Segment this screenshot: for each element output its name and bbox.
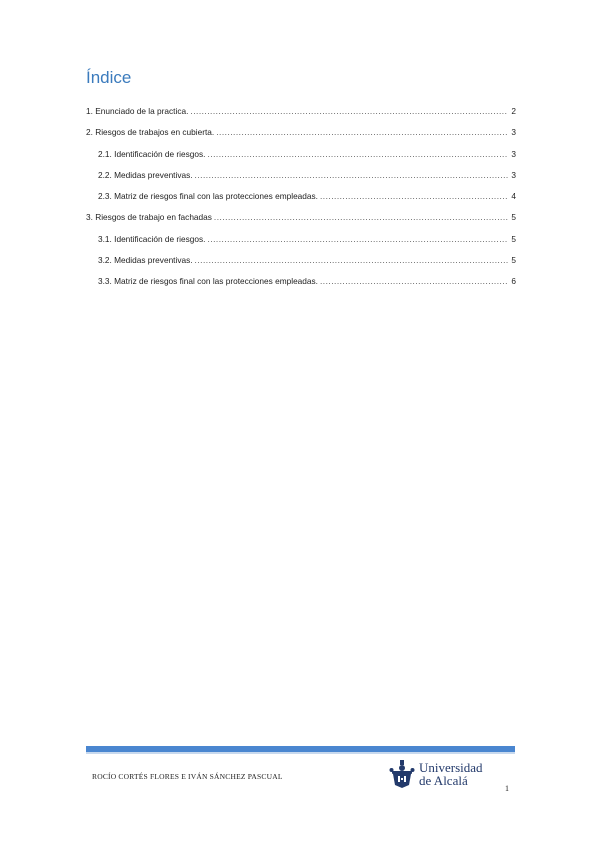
toc-entry-page: 5	[511, 212, 516, 223]
toc-entry-label: 3.2. Medidas preventivas.	[98, 255, 193, 266]
toc-title: Índice	[86, 68, 132, 87]
toc-subentry[interactable]	[86, 276, 516, 297]
toc-entry-label: 2.3. Matriz de riesgos final con las protecciones empleadas.	[98, 191, 318, 202]
toc-entry-label: 3.1. Identificación de riesgos.	[98, 233, 206, 244]
toc-entry-label: 2. Riesgos de trabajos en cubierta.	[86, 127, 215, 138]
toc-entry-label: 1. Enunciado de la practica.	[86, 106, 189, 116]
toc-leader-dots	[190, 106, 508, 116]
toc-subentry[interactable]	[86, 255, 516, 276]
toc-leader-dots	[207, 234, 508, 244]
toc-entry[interactable]	[86, 212, 516, 233]
footer-divider-bar	[86, 746, 515, 752]
university-wordmark	[419, 761, 483, 787]
university-logo	[389, 759, 483, 789]
toc-subentry[interactable]	[86, 234, 516, 255]
toc-entry[interactable]	[86, 106, 516, 127]
toc-entry-page: 2	[511, 106, 516, 116]
university-crest-icon	[389, 759, 415, 789]
toc-entry-label: 3.3. Matriz de riesgos final con las protecciones empleadas.	[98, 276, 318, 287]
toc-entry-label: 2.1. Identificación de riesgos.	[98, 148, 206, 159]
toc-leader-dots	[214, 212, 508, 222]
toc-entry-page: 4	[511, 191, 516, 202]
toc-subentry[interactable]	[86, 149, 516, 170]
table-of-contents	[86, 106, 516, 298]
footer-authors: ROCÍO CORTÉS FLORES E IVÁN SÁNCHEZ PASCUAL	[92, 772, 283, 781]
toc-leader-dots	[216, 127, 508, 137]
toc-entry-label: 2.2. Medidas preventivas.	[98, 169, 193, 180]
logo-line-2: de Alcalá	[419, 773, 468, 788]
page-number: 1	[505, 784, 509, 793]
toc-entry-label: 3. Riesgos de trabajo en fachadas	[86, 212, 212, 223]
toc-leader-dots	[195, 170, 508, 180]
logo-line-1: Universidad	[419, 760, 483, 775]
toc-entry-page: 3	[511, 127, 516, 138]
toc-leader-dots	[320, 191, 508, 201]
toc-entry-page: 5	[511, 233, 516, 244]
toc-subentry[interactable]	[86, 170, 516, 191]
toc-leader-dots	[320, 276, 508, 286]
toc-entry[interactable]	[86, 127, 516, 148]
toc-subentry[interactable]	[86, 191, 516, 212]
toc-entry-page: 5	[511, 255, 516, 266]
toc-entry-page: 6	[511, 276, 516, 287]
toc-leader-dots	[207, 149, 508, 159]
toc-entry-page: 3	[511, 169, 516, 180]
toc-leader-dots	[195, 255, 508, 265]
toc-entry-page: 3	[511, 148, 516, 159]
